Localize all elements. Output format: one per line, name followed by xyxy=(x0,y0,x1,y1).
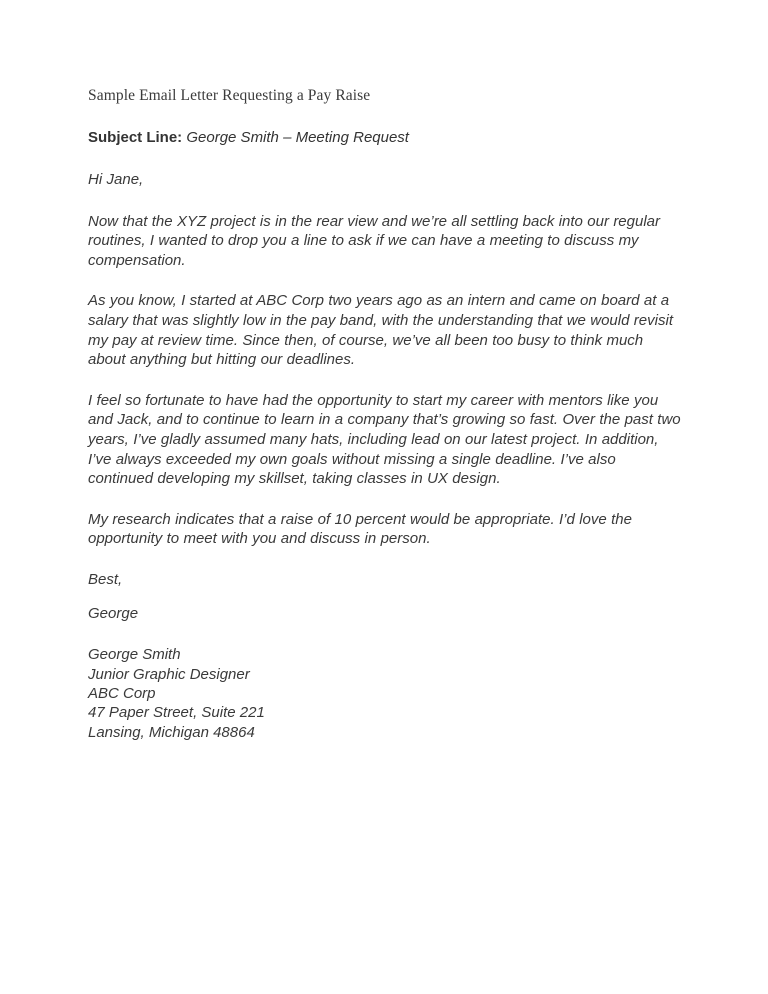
body-paragraph-1: Now that the XYZ project is in the rear view and we’re all settling back into our regular routines, I wanted to drop you a line to ask if we can have a meeting to discuss my compensation. xyxy=(88,212,661,269)
body-paragraph-4: My research indicates that a raise of 10 percent would be appropriate. I’d love the opportunity to meet with you and discuss in person. xyxy=(88,510,632,548)
subject-line-label: Subject Line: xyxy=(88,129,183,146)
body-paragraph-3: I feel so fortunate to have had the opportunity to start my career with mentors like you and Jack, and to continue to learn in a company that’s growing so fast. Over the past two years, I’ve gladly assumed many hats, including lead on our latest project. In addition, I’ve always exceeded my own goals without missing a single deadline. I’ve also continued developing my skillset, taking classes in UX design. xyxy=(88,391,681,488)
salutation: Hi Jane, xyxy=(88,171,144,188)
signature-job-title: Junior Graphic Designer xyxy=(88,665,250,683)
page-title: Sample Email Letter Requesting a Pay Raise xyxy=(88,87,371,104)
signature-company: ABC Corp xyxy=(88,684,156,702)
signoff-name: George xyxy=(88,604,139,622)
signature-city-state-zip: Lansing, Michigan 48864 xyxy=(88,723,255,741)
signature-block xyxy=(88,645,684,742)
subject-line-value: George Smith – Meeting Request xyxy=(186,129,409,146)
closing-salutation: Best, xyxy=(88,570,123,588)
signature-name: George Smith xyxy=(88,646,181,664)
signature-street-address: 47 Paper Street, Suite 221 xyxy=(88,704,265,722)
body-paragraph-2: As you know, I started at ABC Corp two years ago as an intern and came on board at a salary that was slightly low in the pay band, with the understanding that we would revisit my pay at review time. Since then, of course, we’ve all been too busy to think much about anything but hitting our deadlines. xyxy=(88,292,673,369)
subject-line xyxy=(88,128,684,148)
document-body xyxy=(88,86,684,742)
